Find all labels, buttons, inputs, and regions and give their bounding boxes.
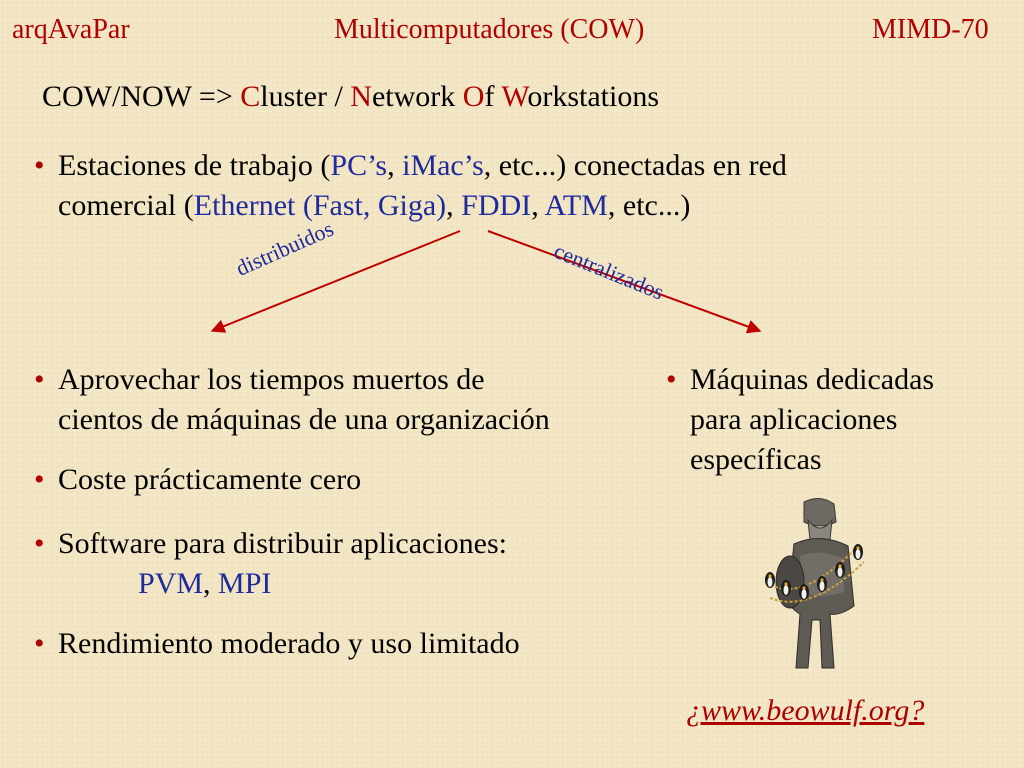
header-left: arqAvaPar (12, 14, 130, 45)
right-item-1-line-2: para aplicaciones (690, 403, 898, 436)
term-imacs: iMac’s (402, 149, 484, 182)
subtitle-initial: O (462, 80, 485, 113)
left-item-1-line-2: cientos de máquinas de una organización (58, 403, 550, 436)
bullet-dot: • (34, 363, 45, 396)
left-item-4-text: Rendimiento moderado y uso limitado (58, 627, 520, 660)
term-pcs: PC’s (330, 149, 388, 182)
term-mpi: MPI (218, 567, 272, 600)
slide-title: Multicomputadores (COW) (334, 14, 645, 45)
subtitle-part: etwork (371, 80, 463, 113)
term-ethernet: Ethernet (Fast, Giga) (193, 189, 447, 222)
bullet-dot: • (34, 527, 45, 560)
subtitle-part: luster / (260, 80, 351, 113)
left-item-1 (34, 360, 658, 440)
bullet-dot: • (34, 463, 45, 496)
term-atm: ATM (544, 189, 608, 222)
left-item-2 (34, 460, 658, 500)
header-right: MIMD-70 (872, 14, 989, 45)
left-item-3 (34, 524, 658, 604)
subtitle-part: orkstations (527, 80, 659, 113)
text: comercial ( (58, 189, 194, 222)
bullet-dot: • (34, 149, 45, 182)
left-item-1-line-1: Aprovechar los tiempos muertos de (58, 363, 485, 396)
text: , (203, 567, 219, 600)
left-item-3-line-1: Software para distribuir aplicaciones: (58, 527, 508, 560)
left-item-2-text: Coste prácticamente cero (58, 463, 362, 496)
subtitle-initial: C (240, 80, 261, 113)
subtitle-initial: W (501, 80, 528, 113)
subtitle-part: f (484, 80, 502, 113)
term-pvm: PVM (138, 567, 204, 600)
text: Estaciones de trabajo ( (58, 149, 331, 182)
left-item-3-line-2 (58, 564, 658, 604)
right-item-1-line-1: Máquinas dedicadas (690, 363, 935, 396)
right-item-1-line-3: específicas (690, 443, 822, 476)
arrow-left (212, 231, 460, 331)
beowulf-warrior-image (760, 496, 880, 676)
term-fddi: FDDI (461, 189, 532, 222)
bullet-dot: • (666, 363, 677, 396)
label-distribuidos: distribuidos (232, 215, 338, 281)
text: , (531, 189, 545, 222)
left-item-4 (34, 624, 658, 664)
label-centralizados: centralizados (550, 238, 668, 305)
subtitle-part: COW/NOW => (42, 80, 241, 113)
bullet-dot: • (34, 627, 45, 660)
text: , (387, 149, 403, 182)
text: , etc...) (607, 189, 691, 222)
right-item-1 (666, 360, 1010, 480)
text: , (446, 189, 462, 222)
text: , etc...) conectadas en red (483, 149, 787, 182)
beowulf-link[interactable]: ¿www.beowulf.org? (686, 694, 925, 727)
subtitle-initial: N (350, 80, 372, 113)
